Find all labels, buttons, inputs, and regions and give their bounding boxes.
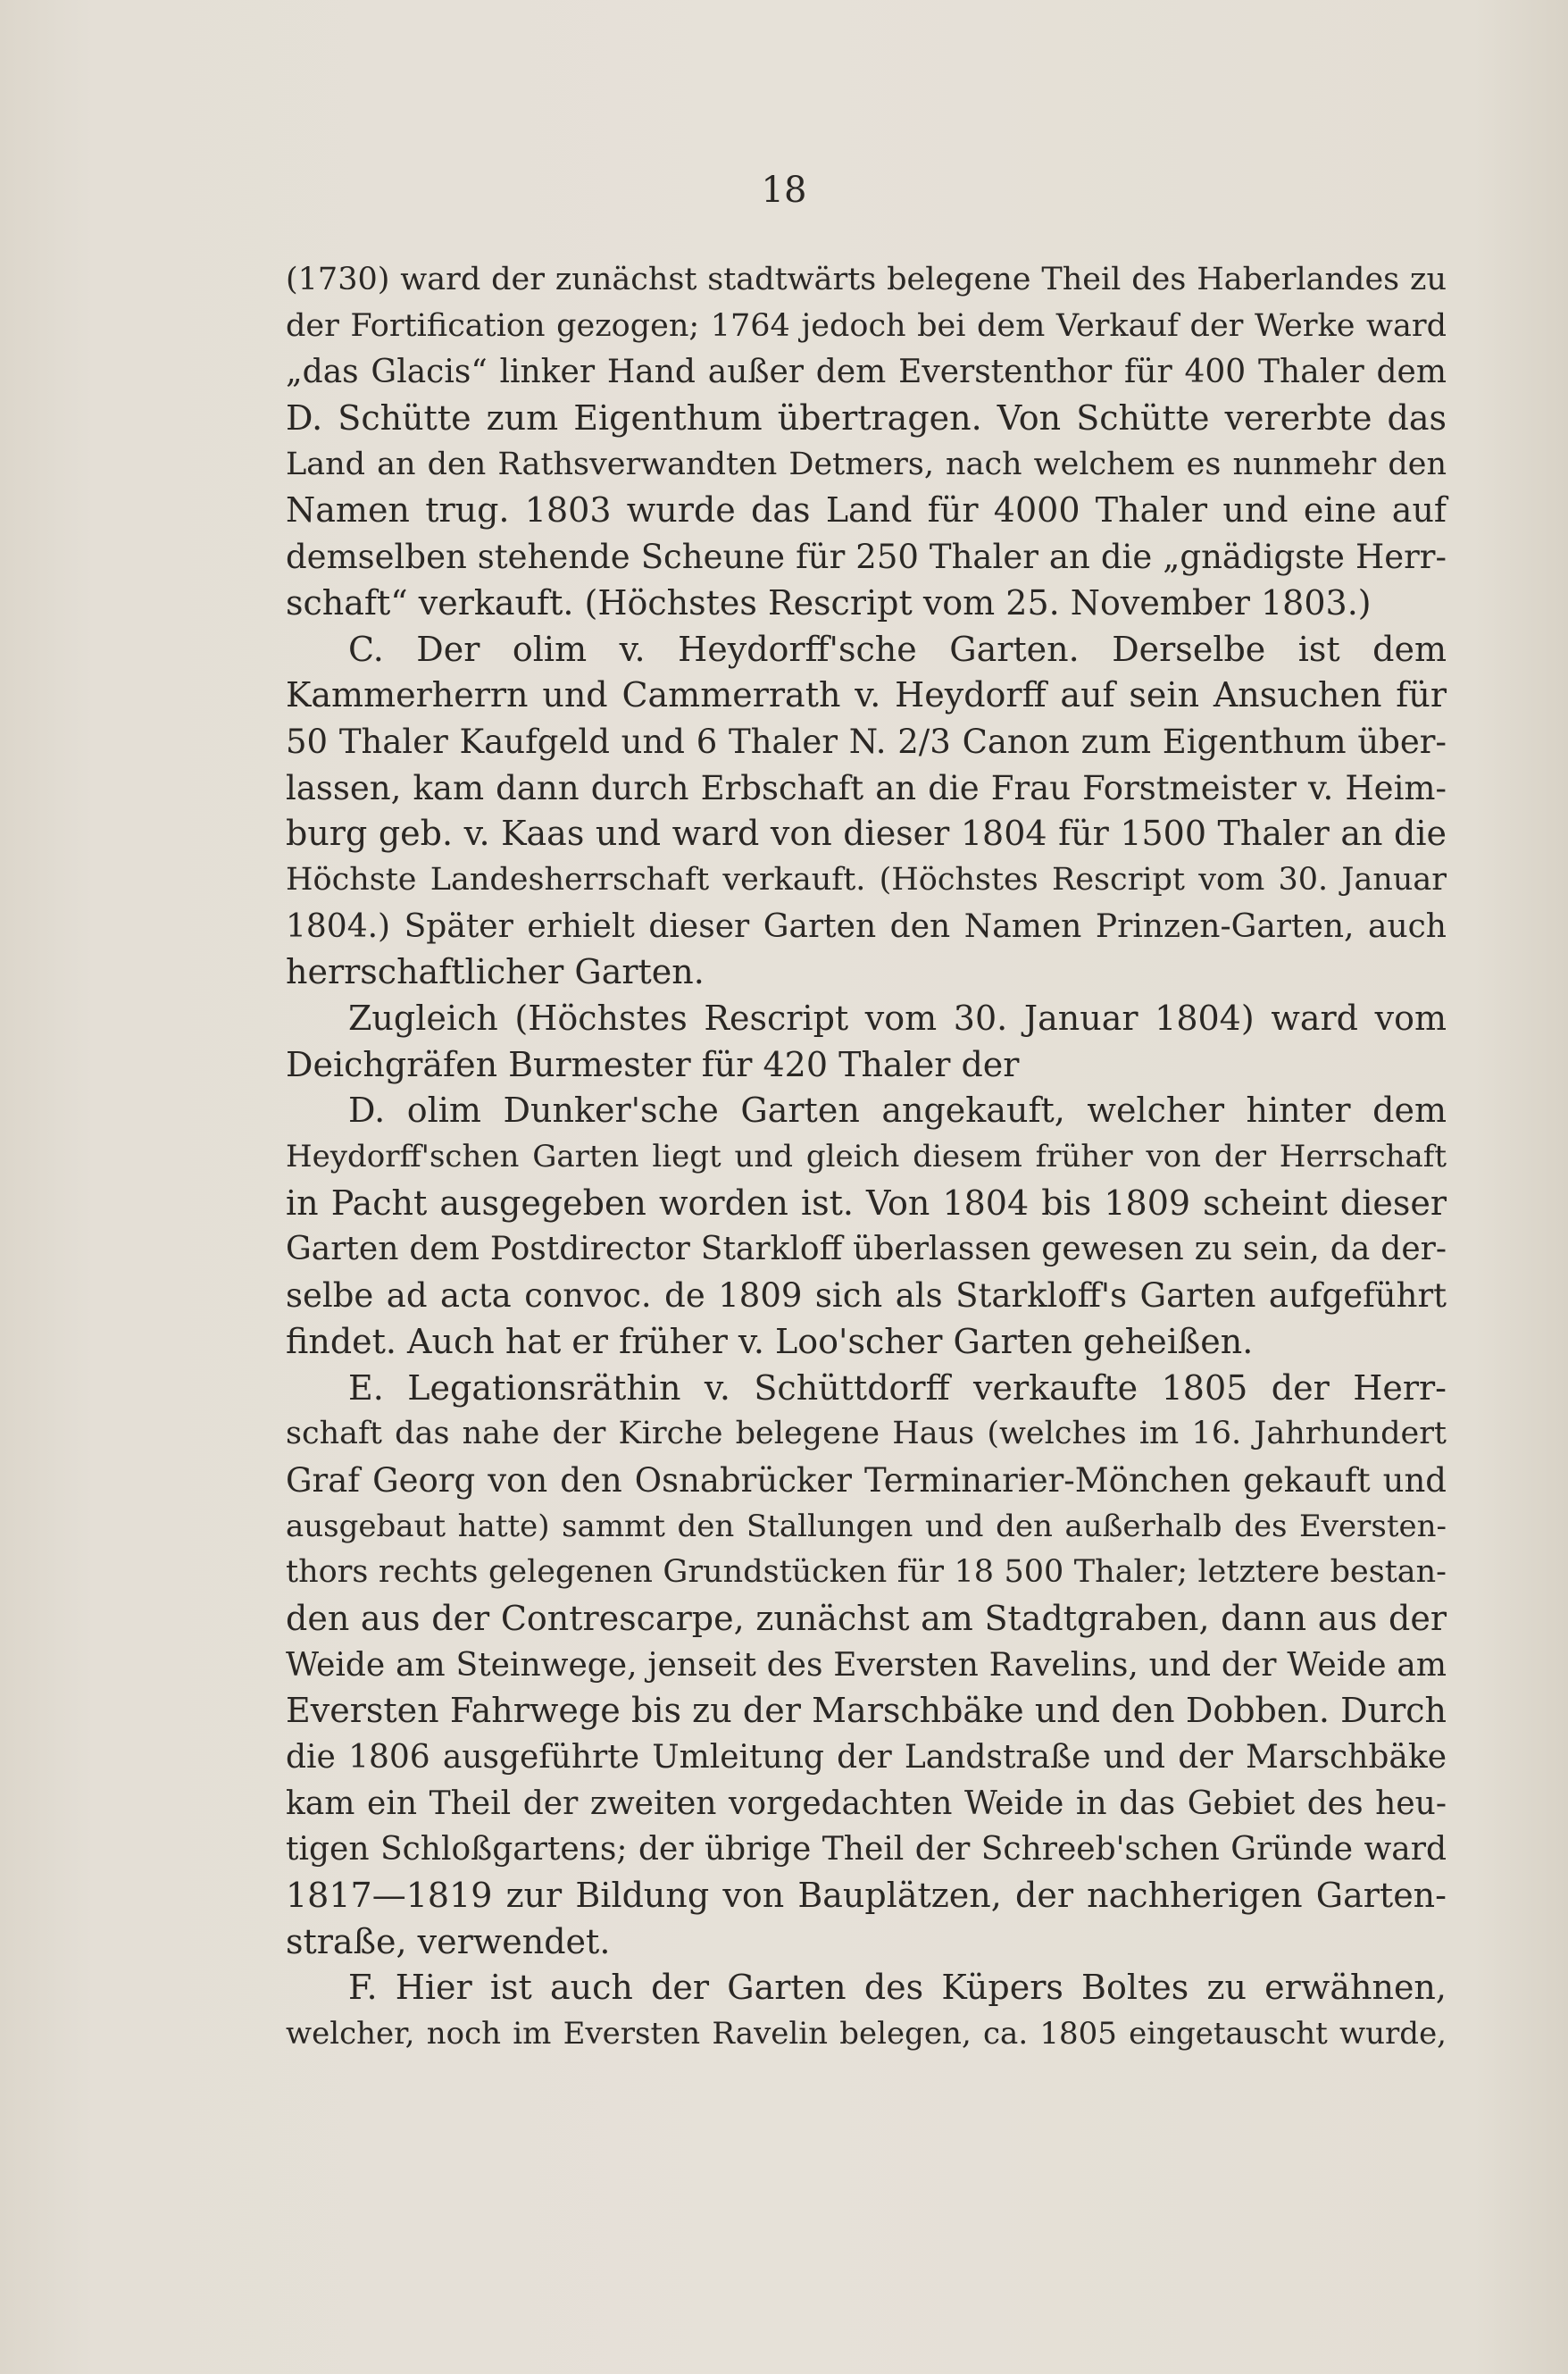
text-line: C. Der olim v. Heydorff'sche Garten. Derselbe ist dem [348,629,1447,669]
text-line: in Pacht ausgegeben worden ist. Von 1804 bis 1809 scheint dieser [286,1183,1447,1223]
text-line: tigen Schloßgartens; der übrige Theil der Schreeb'schen Gründe ward [286,1831,1447,1868]
text-line: die 1806 ausgeführte Umleitung der Landstraße und der Marschbäke [286,1739,1447,1776]
text-line: straße, verwendet. [286,1921,611,1961]
text-line: welcher, noch im Eversten Ravelin belegen, ca. 1805 eingetauscht wurde, [286,2016,1447,2052]
text-line: Land an den Rathsverwandten Detmers, nach welchem es nunmehr den [286,446,1447,482]
page-number: 18 [761,170,807,211]
text-line: D. olim Dunker'sche Garten angekauft, welcher hinter dem [348,1091,1447,1131]
text-line: findet. Auch hat er früher v. Loo'scher Garten geheißen. [286,1321,1254,1361]
text-line: schaft“ verkauft. (Höchstes Rescript vom 25. November 1803.) [286,582,1372,623]
text-line: demselben stehende Scheune für 250 Thaler an die „gnädigste Herr- [286,538,1447,577]
text-line: D. Schütte zum Eigenthum übertragen. Von Schütte vererbte das [286,398,1447,439]
text-line: burg geb. v. Kaas und ward von dieser 1804 für 1500 Thaler an die [286,814,1447,854]
text-line: Kammerherrn und Cammerrath v. Heydorff auf sein Ansuchen für [286,675,1447,715]
text-line: Graf Georg von den Osnabrücker Terminarier-Mönchen gekauft und [286,1460,1447,1500]
text-line: lassen, kam dann durch Erbschaft an die Frau Forstmeister v. Heim- [286,768,1447,807]
text-line: Eversten Fahrwege bis zu der Marschbäke und den Dobben. Durch [286,1691,1447,1731]
text-line: ausgebaut hatte) sammt den Stallungen und den außerhalb des Eversten- [286,1508,1447,1544]
text-line: F. Hier ist auch der Garten des Küpers Boltes zu erwähnen, [348,1968,1447,2008]
text-line: herrschaftlicher Garten. [286,952,705,992]
text-line: E. Legationsräthin v. Schüttdorff verkaufte 1805 der Herr- [348,1367,1447,1408]
text-line: Weide am Steinwege, jenseit des Eversten Ravelins, und der Weide am [286,1646,1447,1684]
text-line: (1730) ward der zunächst stadtwärts belegene Theil des Haberlandes zu [286,262,1447,297]
text-line: selbe ad acta convoc. de 1809 sich als Starkloff's Garten aufgeführt [286,1276,1447,1316]
body-text [286,257,1447,2058]
text-line: schaft das nahe der Kirche belegene Haus (welches im 16. Jahrhundert [286,1416,1447,1452]
text-line: der Fortification gezogen; 1764 jedoch bei dem Verkauf der Werke ward [286,307,1447,344]
text-line: kam ein Theil der zweiten vorgedachten Weide in das Gebiet des heu- [286,1785,1447,1822]
text-line: Garten dem Postdirector Starkloff überlassen gewesen zu sein, da der- [286,1231,1447,1268]
text-line: Höchste Landesherrschaft verkauft. (Höchstes Rescript vom 30. Januar [286,861,1447,898]
text-line: thors rechts gelegenen Grundstücken für 18 500 Thaler; letztere bestan- [286,1554,1447,1591]
text-line: Namen trug. 1803 wurde das Land für 4000 Thaler und eine auf [286,490,1447,531]
text-line: Heydorff'schen Garten liegt und gleich diesem früher von der Herrschaft [286,1139,1447,1175]
text-line: 1804.) Später erhielt dieser Garten den Namen Prinzen-Garten, auch [286,907,1447,945]
text-line: den aus der Contrescarpe, zunächst am Stadtgraben, dann aus der [286,1598,1447,1638]
text-line: Deichgräfen Burmester für 420 Thaler der [286,1044,1020,1084]
text-line: 50 Thaler Kaufgeld und 6 Thaler N. 2/3 Canon zum Eigenthum über- [286,722,1447,761]
text-line: Zugleich (Höchstes Rescript vom 30. Januar 1804) ward vom [348,999,1447,1038]
text-line: 1817—1819 zur Bildung von Bauplätzen, der nachherigen Garten- [286,1876,1447,1916]
text-line: „das Glacis“ linker Hand außer dem Everstenthor für 400 Thaler dem [286,354,1447,391]
